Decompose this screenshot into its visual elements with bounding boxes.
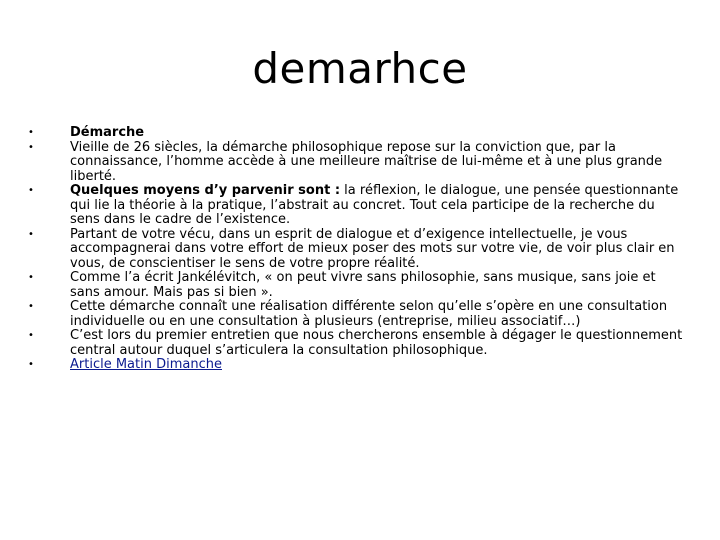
bullet-icon: •: [28, 301, 34, 312]
paragraph-text: Vieille de 26 siècles, la démarche philosophique repose sur la conviction que, par la connaissance, l’homme accède à une meilleure maîtrise de lui-même et à une plus grande liberté.: [70, 139, 663, 184]
paragraph-text: Partant de votre vécu, dans un esprit de dialogue et d’exigence intellectuelle, je vous accompagnerai dans votre effort de mieux poser des mots sur votre vie, de voir plus clair en vous, de conscientiser le sens de votre propre réalité.: [70, 226, 675, 271]
article-link[interactable]: Article Matin Dimanche: [70, 357, 222, 372]
list-item: [28, 141, 688, 185]
paragraph-text: Cette démarche connaît une réalisation différente selon qu’elle s’opère en une consultation individuelle ou en une consultation à plusieurs (entreprise, milieu associatif…): [70, 299, 668, 329]
list-item: [28, 329, 688, 358]
bullet-icon: •: [28, 127, 34, 138]
heading-text: Démarche: [70, 125, 145, 140]
bullet-icon: •: [28, 330, 34, 341]
slide-title: demarhce: [252, 44, 468, 93]
list-item: [28, 184, 688, 228]
list-item: [28, 300, 688, 329]
bullet-icon: •: [28, 228, 34, 240]
paragraph-text: Comme l’a écrit Jankélévitch, « on peut vivre sans philosophie, sans musique, sans joie et sans amour. Mais pas si bien ».: [70, 270, 656, 300]
paragraph-text: C’est lors du premier entretien que nous chercherons ensemble à dégager le questionnement central autour duquel s’articulera la consultation philosophique.: [70, 328, 683, 358]
list-item: [28, 228, 688, 272]
list-item: [28, 126, 688, 141]
bullet-icon: •: [28, 185, 34, 196]
bullet-icon: •: [28, 359, 34, 370]
bullet-icon: •: [28, 272, 34, 283]
paragraph-text: la réflexion, le dialogue, une pensée questionnante qui lie la théorie à la pratique, l’abstrait au concret. Tout cela participe de la recherche du sens dans le cadre de l’existence.: [70, 183, 679, 227]
bullet-list: [28, 126, 688, 373]
list-item: [28, 358, 688, 373]
bullet-icon: •: [28, 141, 34, 153]
bold-lead-text: Quelques moyens d’y parvenir sont :: [70, 183, 341, 198]
list-item: [28, 271, 688, 300]
